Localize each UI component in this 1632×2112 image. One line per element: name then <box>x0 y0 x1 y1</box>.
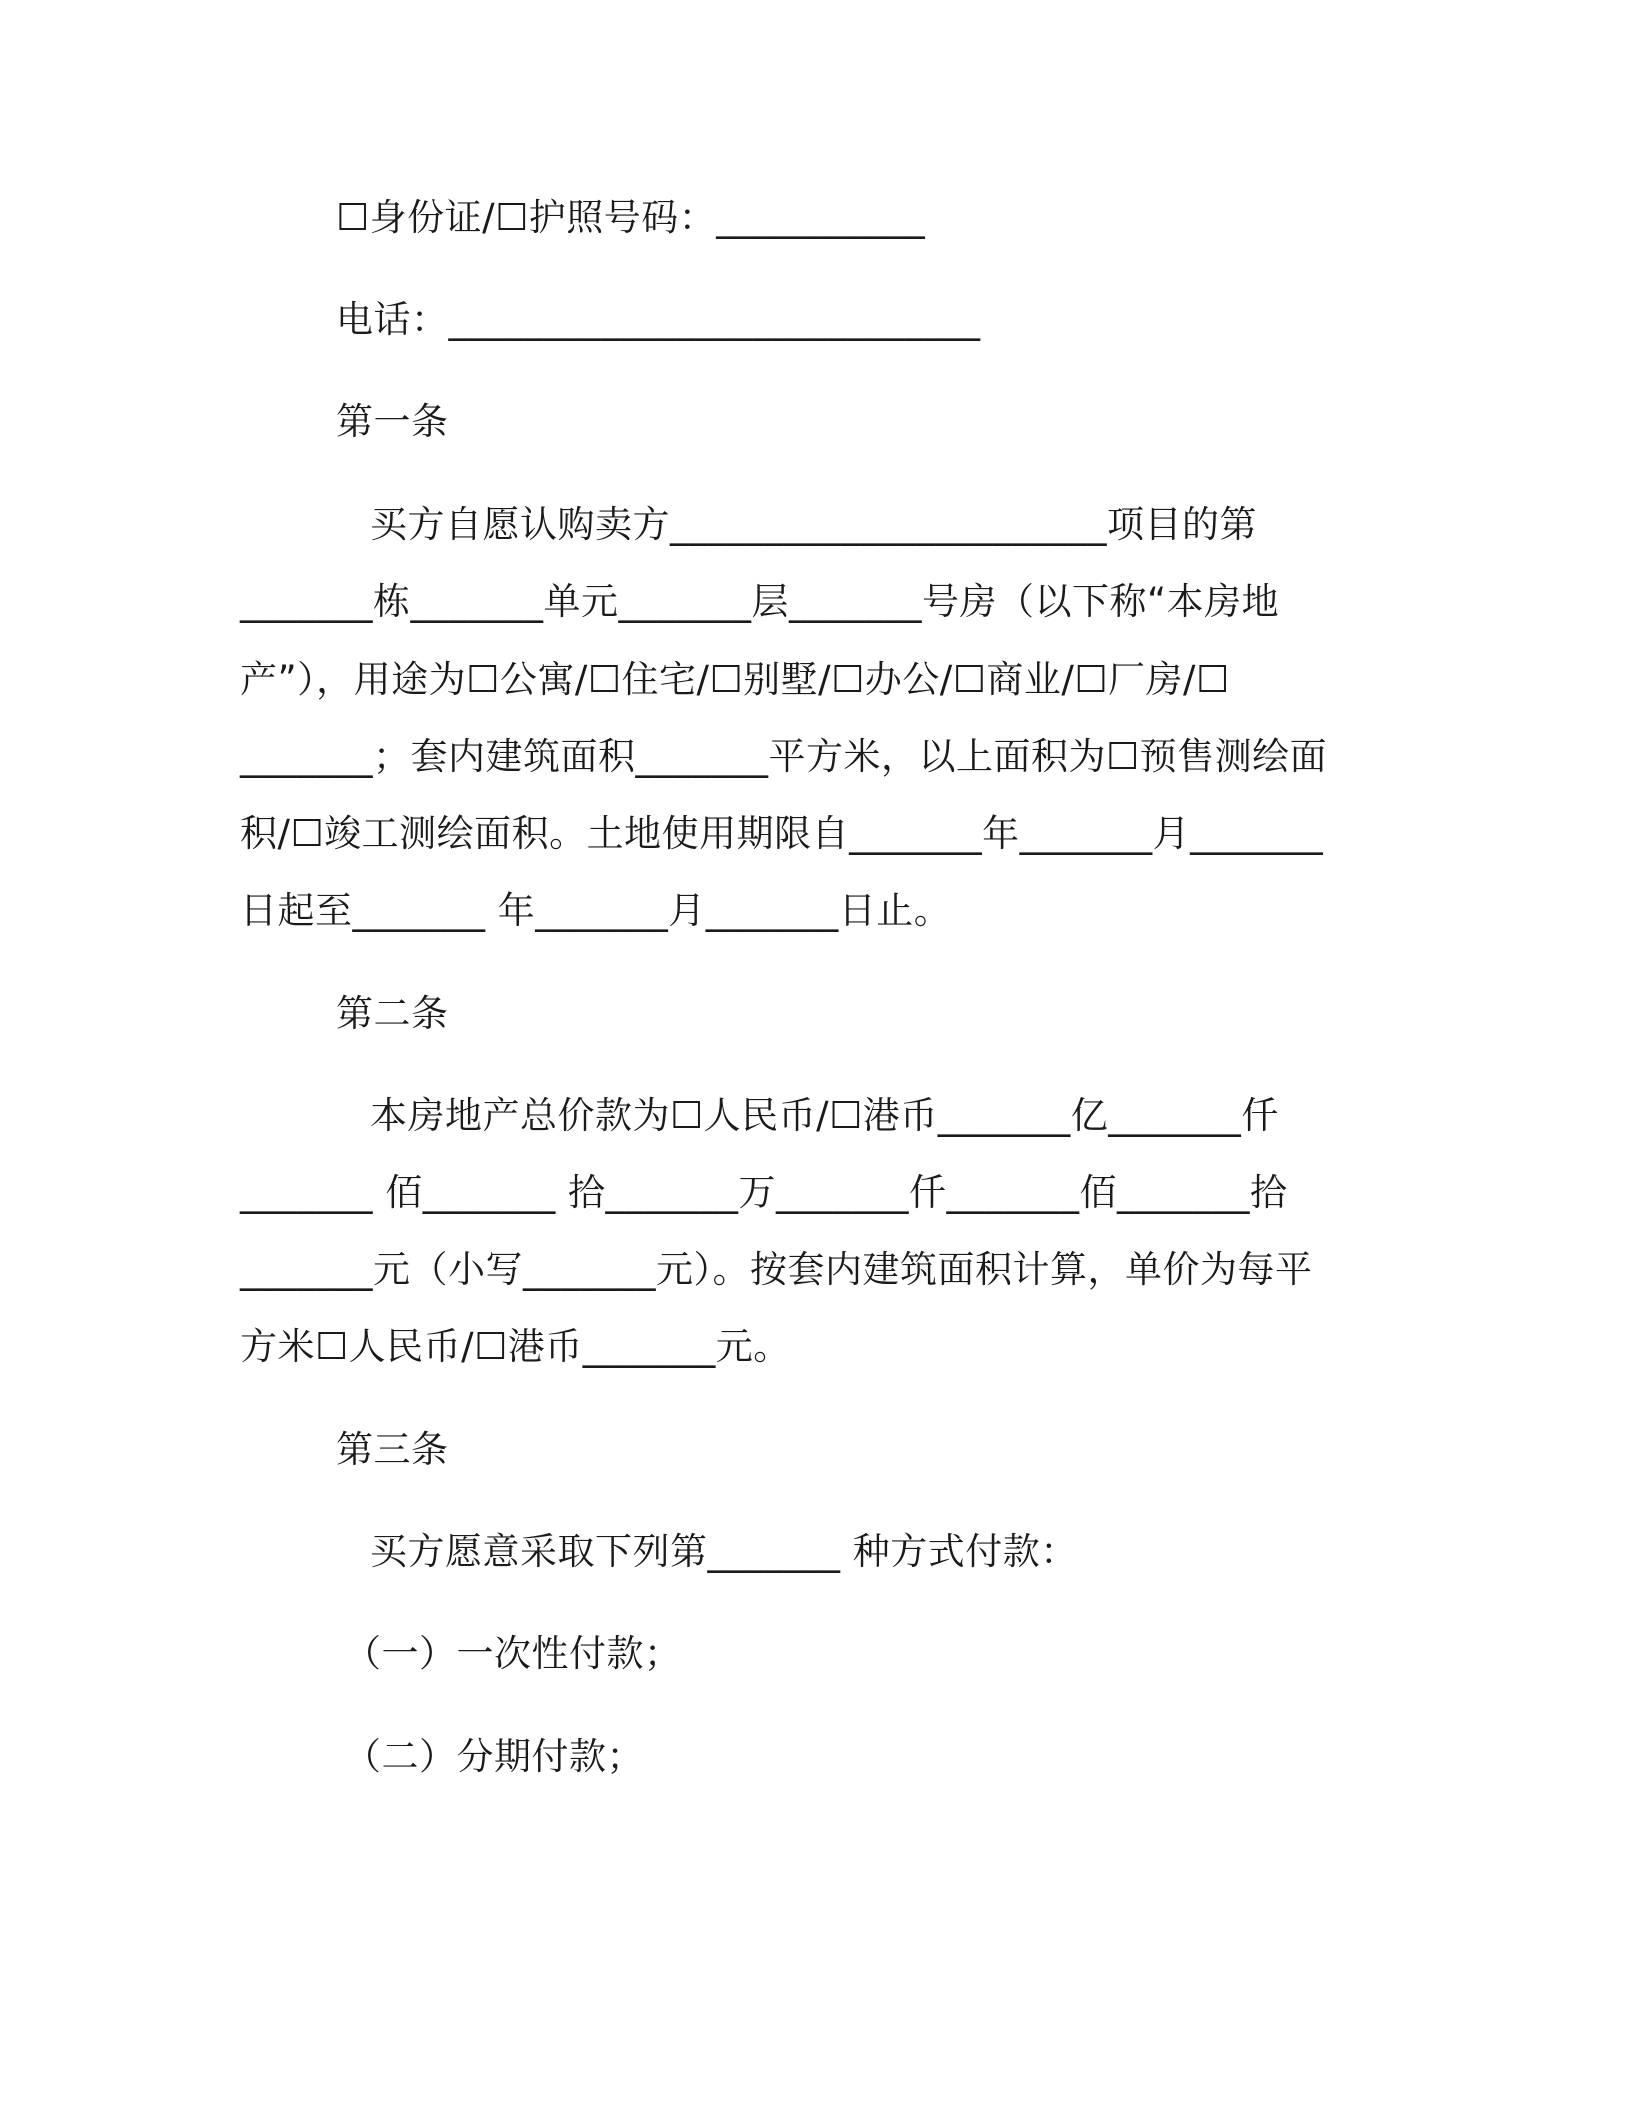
article-1-para-line-2: _______栋_______单元_______层_______号房（以下称“本房地 <box>240 580 1280 623</box>
article-1-para-line-5: 积/☐竣工测绘面积。土地使用期限自_______年_______月_______ <box>240 812 1324 855</box>
article-2-para-line-3: _______元（小写_______元）。按套内建筑面积计算，单价为每平 <box>240 1248 1313 1291</box>
article-1-para-line-3: 产”），用途为☐公寓/☐住宅/☐别墅/☐办公/☐商业/☐厂房/☐ <box>240 658 1230 701</box>
article-2-para-line-2: _______ 佰_______ 拾_______万_______仟_______佰_______拾 <box>240 1171 1288 1214</box>
article-3-para-line-1: 买方愿意采取下列第_______ 种方式付款： <box>370 1530 1078 1573</box>
article-1-heading: 第一条 <box>336 400 449 443</box>
article-3-heading: 第三条 <box>336 1428 449 1471</box>
article-1-para-line-4: _______；套内建筑面积_______平方米，以上面积为☐预售测绘面 <box>240 735 1328 778</box>
article-2-para-line-4: 方米☐人民币/☐港币_______元。 <box>240 1325 791 1368</box>
article-2-para-line-1: 本房地产总价款为☐人民币/☐港币_______亿_______仟 <box>370 1094 1279 1137</box>
payment-option-1: （一）一次性付款； <box>344 1632 682 1675</box>
article-1-para-line-6: 日起至_______ 年_______月_______日止。 <box>240 889 952 932</box>
phone-line: 电话：____________________________ <box>336 298 981 341</box>
id-passport-line: ☐身份证/☐护照号码：___________ <box>336 196 926 239</box>
payment-option-2: （二）分期付款； <box>344 1735 644 1778</box>
article-1-para-line-1: 买方自愿认购卖方_______________________项目的第 <box>370 503 1257 546</box>
article-2-heading: 第二条 <box>336 992 449 1035</box>
